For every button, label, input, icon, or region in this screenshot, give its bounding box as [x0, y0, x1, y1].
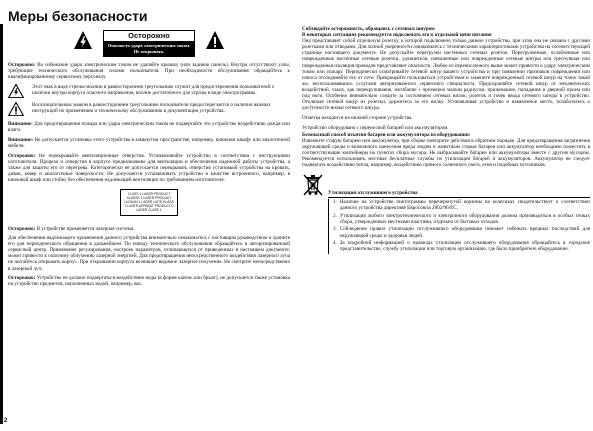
exclamation-warning-icon [8, 102, 24, 116]
text: Во избежание удара электрическим током не удаляйте крышку (или заднюю панель). Внутри отсутствуют узлы, требующие технического обслуживания силами пользователя. При необходимости обслуживания обращайтесь к квалифицированному сервисному персоналу. [8, 61, 290, 81]
spacer [302, 198, 324, 254]
lightning-warning-icon [73, 30, 93, 50]
paragraph-fire-warning [8, 121, 290, 133]
paragraph-laser-details: Для обеспечения надлежащего применения данного устройства внимательно ознакомьтесь с настоящим руководством и храните его для периодического обращения в дальнейшем. По поводу технического обслуживания обращайтесь в авторизированный сервисный центр. Применение регулирования, настроек параметров, отличающихся от приведенных в настоящем документе, может привести к опасному облучению лазерной энергией. Для предотвращения непосредственного воздействия лазерного луча не пытайтесь открывать корпус. При открывании корпуса возникает видимое лазерное излучение. Не смотрите непосредственно в лазерный луч. [8, 235, 290, 272]
bolt-symbol-text: Этот знак в виде стрелы-молнии в равностороннем треугольнике служит для предостережения пользователей о наличии внутри корпуса опасного напряжения, вполне достаточного для угрозы в виде электротравмы. [32, 84, 275, 97]
item-text: Наличие на устройстве пиктограммы перечеркнутой корзины на колесиках свидетельствует о соответствии данного устройства директиве Евросоюза 2002/96/EC. [339, 199, 590, 212]
disposal-header [302, 172, 590, 198]
left-column [8, 30, 290, 422]
lead-caution: Осторожно: [8, 152, 36, 159]
lead-caution: Осторожно: [8, 275, 36, 282]
right-column [302, 24, 590, 426]
exclamation-symbol-explanation [8, 102, 290, 116]
caution-row [8, 30, 290, 57]
crossed-out-wheelie-bin-icon [302, 172, 324, 198]
text: В устройстве применяется лазерная система. [35, 225, 135, 232]
paragraph-laser-caution [8, 226, 290, 232]
lead-warning: Внимание: [8, 136, 34, 143]
exclamation-warning-icon [205, 30, 225, 50]
section-subheading-dedicated-circuit: В некоторых ситуациях рекомендуется подключать его к отдельной цепи питания [302, 32, 492, 39]
paragraph-ventilation-warning [8, 153, 290, 183]
paragraph-battery-removal: Извлеките старую батарею или аккумулятор, при сборке повторите действия в обратном порядке. Для предотвращения загрязнения окружающей среды и возможного нанесения вреда людям и животным старые батареи или аккумулятор необходимо поместить в соответствующие контейнеры на пунктах сбора мусора. Не выбрасывайте батареи или аккумуляторы вместе с другим мусором. Рекомендуется использовать местные бесплатные службы по утилизации батарей и аккумуляторов. Аккумулятор не следует подвергать воздействию тепла, например, воздействию прямого солнечного света, огня и подобных источников. [302, 137, 590, 168]
text: Не допускается установка этого устройства в замкнутом пространстве, например, книжном шкафу или аналогичной мебели. [8, 136, 290, 149]
text: : Для предотвращения пожара или удара электрическим током не подвергайте это устройство воздействию дождя или влаги. [8, 121, 290, 134]
item-text: Утилизация любого электротехнического и электронного оборудования должна производиться в особых точках сбора, утвержденных местными властями, отдельно от бытовых отходов. [339, 212, 590, 225]
disposal-list [328, 199, 590, 254]
paragraph-power-cord: Она представляет собой отдельную розетку, к которой подключено только данное устройство, при этом она не связана с другими розетками или отводами. Для полной уверенности ознакомьтесь с техническими характеристиками устройства на соответствующей странице настоящего документа. Не допускайте перегрузки настенных сетевых розеток. Перегруженные, ослабленные или поврежденные настенные сетевые розетки, удлинители, изношенные или поврежденные сетевые шнуры или треснувшая или поврежденная изоляция проводов представляют опасность. Любое из перечисленного выше может привести к удару электрическим током или пожару. Периодически осматривайте сетевой шнур вашего устройства и при появлении признаков повреждения или износа отсоединяйте его от сети. Прекращайте пользоваться устройством и замените поврежденный сетевой шнур на точно такой же, воспользовавшись услугами авторизованного сервисного специалиста. Предохраняйте сетевой шнур от механических воздействий, таких, как перекручивание, изгибание с чрезмерно малым радиусом, прижимание, попадание в дверной проем или под ноги. Особенно внимательно следите за состоянием сетевых вилок, розеток и точек ввода сетевого шнура в устройство. Отключая сетевой шнур из розетки, держитесь за его вилку. Устанавливая устройство в намеченное место, позаботьтесь о доступности вилки сетевого шнура. [302, 38, 590, 112]
item-number: 2. [333, 212, 337, 219]
page-title: Меры безопасности [8, 8, 148, 24]
item-text: Соблюдение правил утилизации отслужившего оборудования поможет избежать вредных последствий для окружающей среды и здоровья людей. [339, 226, 590, 239]
bolt-symbol-explanation [8, 84, 290, 98]
caution-body: Опасность удара электрическим током. Не открывать. [104, 41, 194, 56]
disposal-body [302, 198, 590, 254]
text: Устройство не должно подвергаться воздействию воды (в форме капель или брызг), не допускается также установка на устройство предметов, наполненных водой, например, ваз. [8, 275, 290, 288]
item-number: 3. [333, 226, 337, 233]
disposal-heading: Утилизация отслужившего устройства [328, 190, 590, 198]
list-item [333, 199, 590, 211]
text: Не перекрывайте вентиляционные отверстия. Устанавливайте устройство в соответствии с инструкциями изготовителя. Прорези и отверстия в корпусе предназначены для вентиляции и обеспечения надежной работы устройства, а также для защиты его от перегрева. Категорически не допускается перекрывать отверстия установкой устройства на кровать, диван, ковер и аналогичные поверхности. Не допускается устанавливать устройство в качестве встроенного, например, в книжный шкаф или стойку без обеспечения надлежащей вентиляции по требованиям изготовителя. [8, 152, 290, 183]
item-number: 4. [333, 240, 337, 247]
laser-class-label: CLASS 1 LASER PRODUCT KLASSE 1 LASER PRODUKT LUOKAN 1 LASER LAITE KLASS 1 LASER APPARAT PRODUCTO LASER CLASE 1 [120, 189, 178, 215]
section-heading-power-cord: Соблюдайте осторожность, обращаясь с сетевым шнуром [302, 26, 435, 32]
item-text: За подробной информацией о правилах утилизации отслужившего оборудования обращайтесь в городское представительство, службу утилизации или торговую организацию, где было приобретено оборудование. [339, 240, 590, 253]
page-edge-bar [0, 24, 3, 424]
page-number: 2 [4, 418, 8, 424]
list-item [333, 226, 590, 238]
lead-warning: Внимание [8, 121, 32, 128]
caution-heading: Осторожно [128, 31, 170, 40]
list-item [333, 240, 590, 252]
section-heading-battery-removal: Безопасный способ изъятия батареи или аккумулятора из оборудования: [302, 131, 471, 138]
lead-caution: Осторожно: [8, 61, 36, 68]
exclamation-symbol-text: Восклицательным знаком в равностороннем треугольнике пользователи предостерегаются о наличии важных инструкций по применению и техническому обслуживанию в документации устройства. [32, 102, 271, 115]
paragraph-cover-warning [8, 62, 290, 80]
caution-box [103, 30, 195, 57]
paragraph-marking-location: Отметка находится на нижней стороне устройства. [302, 115, 413, 122]
paragraph-battery-equipped: Устройство оборудовано с переносной батарей или аккумулятором. [302, 125, 449, 132]
list-item [333, 213, 590, 225]
lightning-warning-icon [8, 84, 24, 98]
paragraph-water-caution [8, 275, 290, 287]
lead-caution: Осторожно: [8, 225, 36, 232]
item-number: 1. [333, 199, 337, 206]
paragraph-enclosure-warning [8, 137, 290, 149]
